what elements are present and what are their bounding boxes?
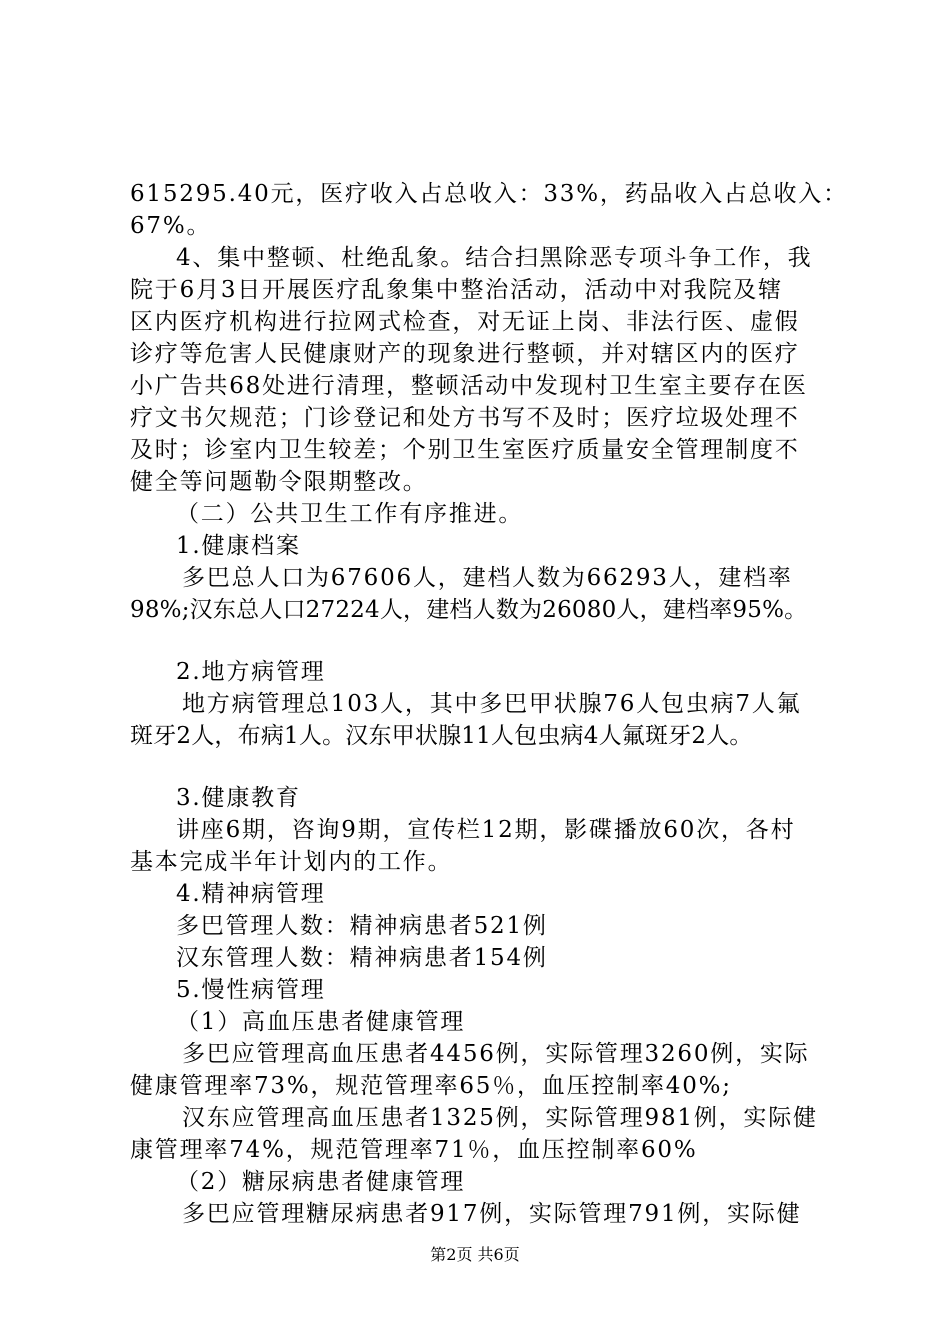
text-line: 诊疗等危害人民健康财产的现象进行整顿，并对辖区内的医疗 xyxy=(130,341,800,367)
text-line: 98%;汉东总人口27224人，建档人数为26080人，建档率95%。 xyxy=(130,597,808,623)
subsection-heading: （2）糖尿病患者健康管理 xyxy=(176,1169,466,1195)
text-line: 健全等问题勒令限期整改。 xyxy=(130,469,428,495)
text-line: 院于6月3日开展医疗乱象集中整治活动，活动中对我院及辖 xyxy=(130,277,783,303)
section-heading: 4、集中整顿、杜绝乱象。结合扫黑除恶专项斗争工作，我 xyxy=(176,245,813,271)
text-line: 615295.40元，医疗收入占总收入：33%，药品收入占总收入： xyxy=(130,181,848,207)
subsection-heading: （1）高血压患者健康管理 xyxy=(176,1009,466,1035)
subsection-heading: 1.健康档案 xyxy=(176,533,301,559)
text-line: 汉东管理人数：精神病患者154例 xyxy=(176,945,548,971)
text-line: 多巴总人口为67606人，建档人数为66293人，建档率 xyxy=(182,565,793,591)
text-line: 多巴管理人数：精神病患者521例 xyxy=(176,913,548,939)
subsection-heading: 3.健康教育 xyxy=(176,785,301,811)
text-line: 健康管理率73%，规范管理率65％，血压控制率40%; xyxy=(130,1073,732,1099)
paragraph-gap xyxy=(130,752,836,782)
text-line: 斑牙2人，布病1人。汉东甲状腺11人包虫病4人氟斑牙2人。 xyxy=(130,723,753,749)
text-line: 康管理率74%，规范管理率71％，血压控制率60% xyxy=(130,1137,698,1163)
page-number-footer: 第2页 共6页 xyxy=(430,1245,520,1264)
text-line: 多巴应管理高血压患者4456例，实际管理3260例，实际 xyxy=(182,1041,810,1067)
text-line: 及时；诊室内卫生较差；个别卫生室医疗质量安全管理制度不 xyxy=(130,437,800,463)
subsection-heading: 4.精神病管理 xyxy=(176,881,326,907)
text-line: 67%。 xyxy=(130,213,212,239)
subsection-heading: 2.地方病管理 xyxy=(176,659,326,685)
text-line: 多巴应管理糖尿病患者917例，实际管理791例，实际健 xyxy=(182,1201,802,1227)
text-line: 疗文书欠规范；门诊登记和处方书写不及时；医疗垃圾处理不 xyxy=(130,405,800,431)
text-line: 区内医疗机构进行拉网式检查，对无证上岗、非法行医、虚假 xyxy=(130,309,800,335)
text-line: 地方病管理总103人，其中多巴甲状腺76人包虫病7人氟 xyxy=(182,691,802,717)
document-body xyxy=(130,178,848,1230)
paragraph-gap xyxy=(130,626,836,656)
section-heading: （二）公共卫生工作有序推进。 xyxy=(176,501,524,527)
text-line: 汉东应管理高血压患者1325例，实际管理981例，实际健 xyxy=(182,1105,818,1131)
subsection-heading: 5.慢性病管理 xyxy=(176,977,326,1003)
text-line: 小广告共68处进行清理，整顿活动中发现村卫生室主要存在医 xyxy=(130,373,808,399)
text-line: 讲座6期，咨询9期，宣传栏12期，影碟播放60次，各村 xyxy=(176,817,796,843)
text-line: 基本完成半年计划内的工作。 xyxy=(130,849,453,875)
